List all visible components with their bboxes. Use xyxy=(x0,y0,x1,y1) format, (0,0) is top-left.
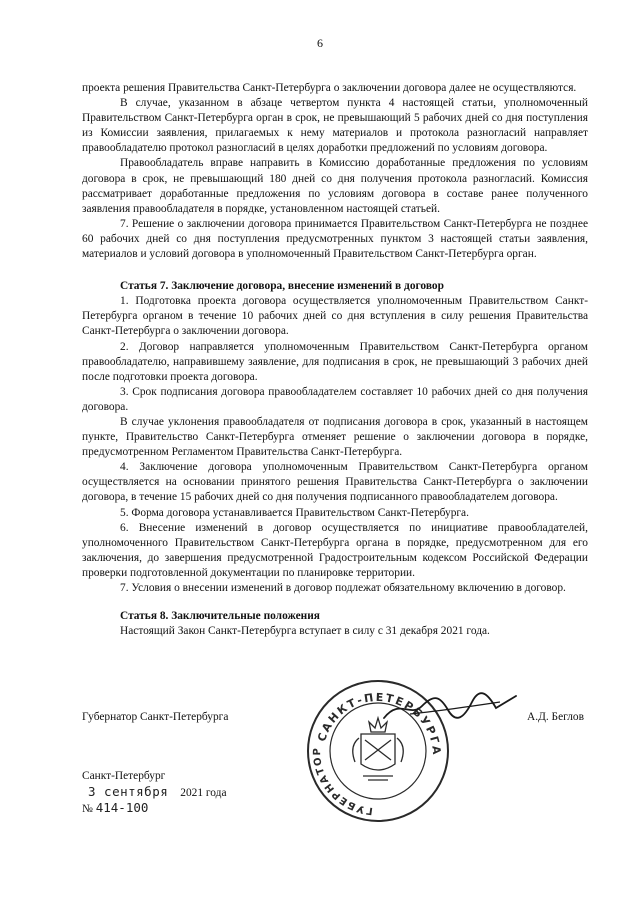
svg-text:ГУБЕРНАТОР xyxy=(312,747,373,816)
paragraph: 1. Подготовка проекта договора осуществляется уполномоченным Правительством Санкт-Петербурга органом в течение 10 рабочих дней со дня вступления в силу решения Правительства Санкт-Петербурга о заключении договора. xyxy=(82,295,588,338)
handwritten-signature-icon xyxy=(380,688,520,728)
law-number xyxy=(82,800,148,815)
paragraph: 7. Решение о заключении договора принимается Правительством Санкт-Петербурга не позднее 60 рабочих дней со дня поступления предусмотренных пунктом 3 настоящей статьи заявления, материалов и условий договора в уполномоченный Правительством Санкт-Петербурга орган. xyxy=(82,217,588,261)
date-day-month: 3 сентября xyxy=(88,784,169,799)
paragraph: 6. Внесение изменений в договор осуществляется по инициативе правообладателей, уполномоченного Правительством Санкт-Петербурга органа в порядке, предусмотренном для его заключения, до завершения предусмотренной Градостроительным кодексом Российской Федерации проверки подготовленной документации по планировке территории. xyxy=(82,521,588,579)
number-prefix: № xyxy=(82,803,93,815)
coat-of-arms-icon xyxy=(353,718,404,780)
paragraph: В случае, указанном в абзаце четвертом пункта 4 настоящей статьи, уполномоченный Правительством Санкт-Петербурга орган в срок, не превышающий 5 рабочих дней со дня поступления из Комиссии заявления, прилагаемых к нему материалов и протокола разногласий направляет правообладателю протокол разногласий в целях доработки предложений по условиям договора. xyxy=(82,97,588,155)
paragraph-continuation: проекта решения Правительства Санкт-Петербурга о заключении договора далее не осуществляются. xyxy=(82,82,577,94)
seal-text-left: ГУБЕРНАТОР xyxy=(312,746,374,817)
governor-name: А.Д. Беглов xyxy=(527,711,584,723)
article-7-heading: Статья 7. Заключение договора, внесение изменений в договор xyxy=(120,280,444,293)
paragraph: 2. Договор направляется уполномоченным Правительством Санкт-Петербурга органом правообладателю, направившему заявление, для подписания в срок, не превышающий 3 рабочих дней после подготовки проекта договора. xyxy=(82,340,588,383)
paragraph: В случае уклонения правообладателя от подписания договора в срок, указанный в настоящем пункте, Правительство Санкт-Петербурга отменяет решение о заключении договора в порядке, предусмотренном Регламентом Правительства Санкт-Петербурга. xyxy=(82,415,588,459)
paragraph: 7. Условия о внесении изменений в договор подлежат обязательному включению в договор. xyxy=(120,582,566,594)
paragraph: 3. Срок подписания договора правообладателем составляет 10 рабочих дней со дня получения договора. xyxy=(82,385,588,413)
seal-text-top: САНКТ-ПЕТЕРБУРГА xyxy=(315,690,444,757)
governor-title: Губернатор Санкт-Петербурга xyxy=(82,711,229,723)
paragraph: Настоящий Закон Санкт-Петербурга вступает в силу с 31 декабря 2021 года. xyxy=(120,625,490,638)
city: Санкт-Петербург xyxy=(82,770,166,782)
paragraph: 5. Форма договора устанавливается Правительством Санкт-Петербурга. xyxy=(120,506,469,519)
official-seal-icon xyxy=(303,676,453,826)
paragraph: Правообладатель вправе направить в Комиссию доработанные предложения по условиям договора в срок, не превышающий 180 дней со дня получения протокола разногласий. Комиссия рассматривает доработанные предложения по условиям договора в составе ранее полученного заявления правообладателя в порядке, установленном настоящей статьей. xyxy=(82,157,588,215)
date-year: 2021 года xyxy=(180,787,227,799)
paragraph: 4. Заключение договора уполномоченным Правительством Санкт-Петербурга органом осуществляется на основании принятого решения Правительства Санкт-Петербурга о заключении договора, в течение 15 рабочих дней со дня получения подписанного правообладателем договора. xyxy=(82,461,588,504)
signing-date xyxy=(82,784,227,799)
article-8-heading: Статья 8. Заключительные положения xyxy=(120,610,320,623)
number-value: 414-100 xyxy=(95,800,149,815)
svg-text:САНКТ-ПЕТЕРБУРГА xyxy=(315,691,443,757)
document-body xyxy=(82,81,588,639)
page-number: 6 xyxy=(317,36,323,50)
